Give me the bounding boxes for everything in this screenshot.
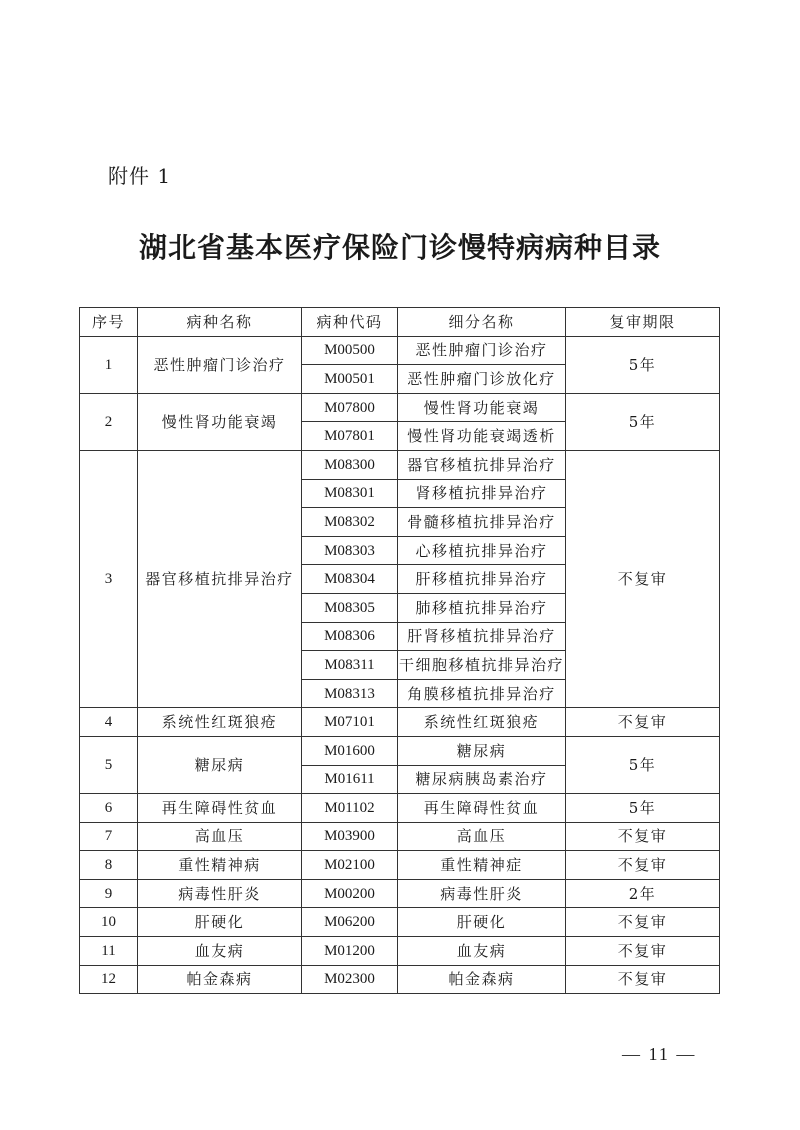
seq-cell: 11 [80, 937, 138, 966]
disease-name-cell: 病毒性肝炎 [138, 879, 302, 908]
header-sub-name: 细分名称 [398, 308, 566, 337]
sub-name-cell: 慢性肾功能衰竭透析 [398, 422, 566, 451]
review-period-cell: 不复审 [566, 822, 720, 851]
sub-name-cell: 系统性红斑狼疮 [398, 708, 566, 737]
review-period-cell: 不复审 [566, 708, 720, 737]
sub-name-cell: 恶性肿瘤门诊放化疗 [398, 365, 566, 394]
sub-name-cell: 心移植抗排异治疗 [398, 536, 566, 565]
seq-cell: 6 [80, 794, 138, 823]
sub-name-cell: 慢性肾功能衰竭 [398, 393, 566, 422]
disease-name-cell: 系统性红斑狼疮 [138, 708, 302, 737]
seq-cell: 3 [80, 450, 138, 707]
disease-code-cell: M07800 [302, 393, 398, 422]
disease-name-cell: 再生障碍性贫血 [138, 794, 302, 823]
table-row [80, 794, 720, 823]
table-header-row [80, 308, 720, 337]
table-row [80, 822, 720, 851]
seq-cell: 4 [80, 708, 138, 737]
sub-name-cell: 重性精神症 [398, 851, 566, 880]
disease-code-cell: M02100 [302, 851, 398, 880]
sub-name-cell: 肾移植抗排异治疗 [398, 479, 566, 508]
disease-code-cell: M01600 [302, 736, 398, 765]
disease-code-cell: M02300 [302, 965, 398, 994]
disease-name-cell: 慢性肾功能衰竭 [138, 393, 302, 450]
disease-code-cell: M07101 [302, 708, 398, 737]
seq-cell: 12 [80, 965, 138, 994]
seq-cell: 2 [80, 393, 138, 450]
table-row [80, 336, 720, 365]
disease-code-cell: M00500 [302, 336, 398, 365]
table-row [80, 736, 720, 765]
seq-cell: 8 [80, 851, 138, 880]
disease-code-cell: M01611 [302, 765, 398, 794]
header-review-period: 复审期限 [566, 308, 720, 337]
review-period-cell: 不复审 [566, 965, 720, 994]
sub-name-cell: 肺移植抗排异治疗 [398, 593, 566, 622]
disease-code-cell: M08301 [302, 479, 398, 508]
sub-name-cell: 病毒性肝炎 [398, 879, 566, 908]
disease-code-cell: M01102 [302, 794, 398, 823]
disease-code-cell: M00200 [302, 879, 398, 908]
sub-name-cell: 糖尿病胰岛素治疗 [398, 765, 566, 794]
review-period-cell: 不复审 [566, 908, 720, 937]
disease-catalog-table [79, 307, 720, 994]
table-row [80, 450, 720, 479]
sub-name-cell: 再生障碍性贫血 [398, 794, 566, 823]
table-row [80, 908, 720, 937]
header-disease-name: 病种名称 [138, 308, 302, 337]
sub-name-cell: 角膜移植抗排异治疗 [398, 679, 566, 708]
review-period-cell: 5年 [566, 794, 720, 823]
disease-name-cell: 帕金森病 [138, 965, 302, 994]
disease-code-cell: M08311 [302, 651, 398, 680]
sub-name-cell: 帕金森病 [398, 965, 566, 994]
disease-name-cell: 恶性肿瘤门诊治疗 [138, 336, 302, 393]
attachment-label: 附件 1 [108, 164, 172, 188]
sub-name-cell: 肝移植抗排异治疗 [398, 565, 566, 594]
sub-name-cell: 器官移植抗排异治疗 [398, 450, 566, 479]
sub-name-cell: 干细胞移植抗排异治疗 [398, 651, 566, 680]
table-row [80, 851, 720, 880]
disease-name-cell: 器官移植抗排异治疗 [138, 450, 302, 707]
header-seq: 序号 [80, 308, 138, 337]
review-period-cell: 5年 [566, 736, 720, 793]
disease-code-cell: M08306 [302, 622, 398, 651]
review-period-cell: 不复审 [566, 450, 720, 707]
disease-name-cell: 高血压 [138, 822, 302, 851]
disease-name-cell: 血友病 [138, 937, 302, 966]
disease-code-cell: M08300 [302, 450, 398, 479]
review-period-cell: 2年 [566, 879, 720, 908]
sub-name-cell: 肝硬化 [398, 908, 566, 937]
disease-code-cell: M08304 [302, 565, 398, 594]
document-title: 湖北省基本医疗保险门诊慢特病病种目录 [138, 231, 661, 264]
sub-name-cell: 恶性肿瘤门诊治疗 [398, 336, 566, 365]
sub-name-cell: 糖尿病 [398, 736, 566, 765]
disease-name-cell: 糖尿病 [138, 736, 302, 793]
review-period-cell: 5年 [566, 336, 720, 393]
table-row [80, 965, 720, 994]
disease-code-cell: M07801 [302, 422, 398, 451]
seq-cell: 10 [80, 908, 138, 937]
disease-code-cell: M03900 [302, 822, 398, 851]
sub-name-cell: 高血压 [398, 822, 566, 851]
seq-cell: 1 [80, 336, 138, 393]
disease-code-cell: M06200 [302, 908, 398, 937]
disease-name-cell: 重性精神病 [138, 851, 302, 880]
sub-name-cell: 骨髓移植抗排异治疗 [398, 508, 566, 537]
disease-code-cell: M08313 [302, 679, 398, 708]
seq-cell: 7 [80, 822, 138, 851]
table-row [80, 937, 720, 966]
disease-code-cell: M00501 [302, 365, 398, 394]
review-period-cell: 5年 [566, 393, 720, 450]
disease-code-cell: M08305 [302, 593, 398, 622]
page-number: — 11 — [622, 1044, 697, 1064]
table-row [80, 708, 720, 737]
disease-code-cell: M08303 [302, 536, 398, 565]
review-period-cell: 不复审 [566, 851, 720, 880]
sub-name-cell: 肝肾移植抗排异治疗 [398, 622, 566, 651]
sub-name-cell: 血友病 [398, 937, 566, 966]
disease-code-cell: M01200 [302, 937, 398, 966]
disease-name-cell: 肝硬化 [138, 908, 302, 937]
table-body [80, 336, 720, 994]
seq-cell: 9 [80, 879, 138, 908]
table-row [80, 879, 720, 908]
review-period-cell: 不复审 [566, 937, 720, 966]
header-disease-code: 病种代码 [302, 308, 398, 337]
table-row [80, 393, 720, 422]
seq-cell: 5 [80, 736, 138, 793]
disease-code-cell: M08302 [302, 508, 398, 537]
